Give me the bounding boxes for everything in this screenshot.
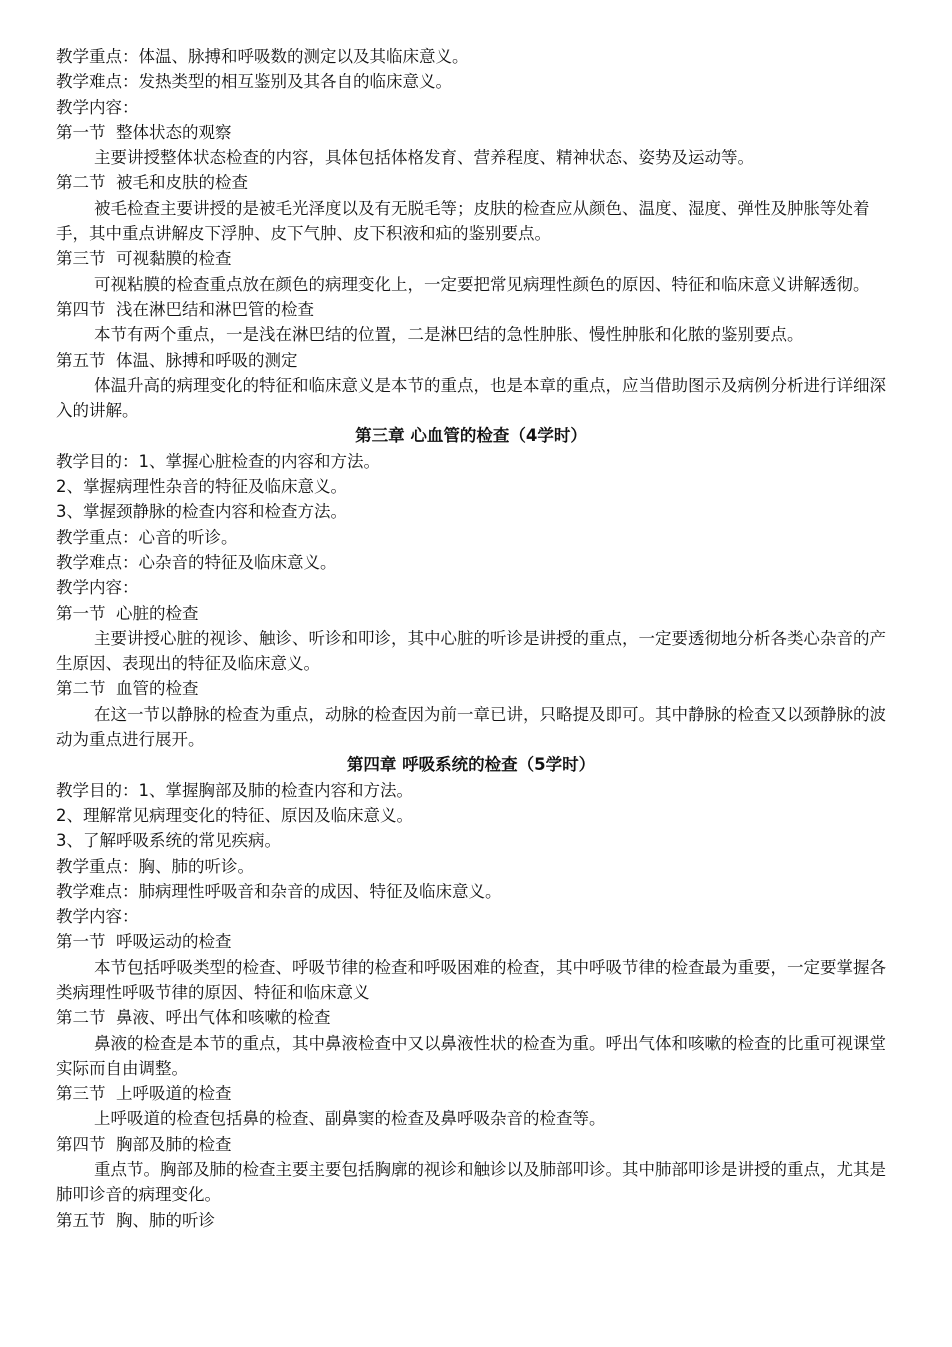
section-heading: 第五节 体温、脉搏和呼吸的测定 [56, 350, 298, 370]
section-heading: 第二节 被毛和皮肤的检查 [56, 173, 248, 193]
chapter-title: 第四章 呼吸系统的检查（5学时） [346, 755, 596, 775]
text-line: 教学内容： [56, 578, 139, 598]
section-heading: 第一节 呼吸运动的检查 [56, 932, 232, 952]
text-line: 3、了解呼吸系统的常见疾病。 [56, 831, 281, 851]
chapter-title: 第三章 心血管的检查（4学时） [355, 426, 587, 446]
text-line: 教学难点：心杂音的特征及临床意义。 [56, 552, 337, 572]
paragraph: 鼻液的检查是本节的重点，其中鼻液检查中又以鼻液性状的检查为重。呼出气体和咳嗽的检查的比重可视课堂实际而自由调整。 [56, 1033, 886, 1078]
text-line: 教学重点：胸、肺的听诊。 [56, 856, 254, 876]
paragraph: 主要讲授整体状态检查的内容，具体包括体格发育、营养程度、精神状态、姿势及运动等。 [94, 148, 754, 168]
section-heading: 第一节 整体状态的观察 [56, 122, 232, 142]
text-line: 教学难点：肺病理性呼吸音和杂音的成因、特征及临床意义。 [56, 881, 502, 901]
text-line: 2、掌握病理性杂音的特征及临床意义。 [56, 477, 347, 497]
section-heading: 第一节 心脏的检查 [56, 603, 199, 623]
section-heading: 第四节 胸部及肺的检查 [56, 1134, 232, 1154]
text-line: 教学目的：1、掌握胸部及肺的检查内容和方法。 [56, 780, 413, 800]
text-line: 教学内容： [56, 907, 139, 927]
paragraph: 可视粘膜的检查重点放在颜色的病理变化上，一定要把常见病理性颜色的原因、特征和临床意义讲解透彻。 [94, 274, 870, 294]
text-line: 教学内容： [56, 97, 139, 117]
text-line: 2、理解常见病理变化的特征、原因及临床意义。 [56, 805, 413, 825]
text-line: 教学难点：发热类型的相互鉴别及其各自的临床意义。 [56, 72, 452, 92]
section-heading: 第三节 可视黏膜的检查 [56, 249, 232, 269]
section-heading: 第二节 血管的检查 [56, 679, 199, 699]
text-line: 教学重点：体温、脉搏和呼吸数的测定以及其临床意义。 [56, 47, 469, 66]
paragraph: 上呼吸道的检查包括鼻的检查、副鼻窦的检查及鼻呼吸杂音的检查等。 [94, 1109, 606, 1129]
document-page [56, 44, 886, 1233]
section-heading: 第四节 浅在淋巴结和淋巴管的检查 [56, 299, 314, 319]
paragraph: 重点节。胸部及肺的检查主要主要包括胸廓的视诊和触诊以及肺部叩诊。其中肺部叩诊是讲授的重点，尤其是肺叩诊音的病理变化。 [56, 1160, 886, 1205]
paragraph: 在这一节以静脉的检查为重点，动脉的检查因为前一章已讲，只略提及即可。其中静脉的检查又以颈静脉的波动为重点进行展开。 [56, 704, 886, 750]
section-heading: 第五节 胸、肺的听诊 [56, 1210, 215, 1230]
text-line: 教学目的：1、掌握心脏检查的内容和方法。 [56, 451, 380, 471]
section-heading: 第二节 鼻液、呼出气体和咳嗽的检查 [56, 1008, 331, 1028]
paragraph: 主要讲授心脏的视诊、触诊、听诊和叩诊，其中心脏的听诊是讲授的重点，一定要透彻地分析各类心杂音的产生原因、表现出的特征及临床意义。 [56, 628, 886, 674]
section-heading: 第三节 上呼吸道的检查 [56, 1084, 232, 1104]
paragraph: 体温升高的病理变化的特征和临床意义是本节的重点，也是本章的重点，应当借助图示及病例分析进行详细深入的讲解。 [56, 375, 886, 421]
text-line: 3、掌握颈静脉的检查内容和检查方法。 [56, 502, 347, 522]
text-line: 教学重点：心音的听诊。 [56, 527, 238, 547]
paragraph: 本节包括呼吸类型的检查、呼吸节律的检查和呼吸困难的检查，其中呼吸节律的检查最为重要，一定要掌握各类病理性呼吸节律的原因、特征和临床意义 [56, 957, 886, 1002]
paragraph: 本节有两个重点，一是浅在淋巴结的位置，二是淋巴结的急性肿胀、慢性肿胀和化脓的鉴别要点。 [94, 325, 804, 345]
paragraph: 被毛检查主要讲授的是被毛光泽度以及有无脱毛等；皮肤的检查应从颜色、温度、湿度、弹性及肿胀等处着手，其中重点讲解皮下浮肿、皮下气肿、皮下积液和疝的鉴别要点。 [56, 198, 870, 244]
